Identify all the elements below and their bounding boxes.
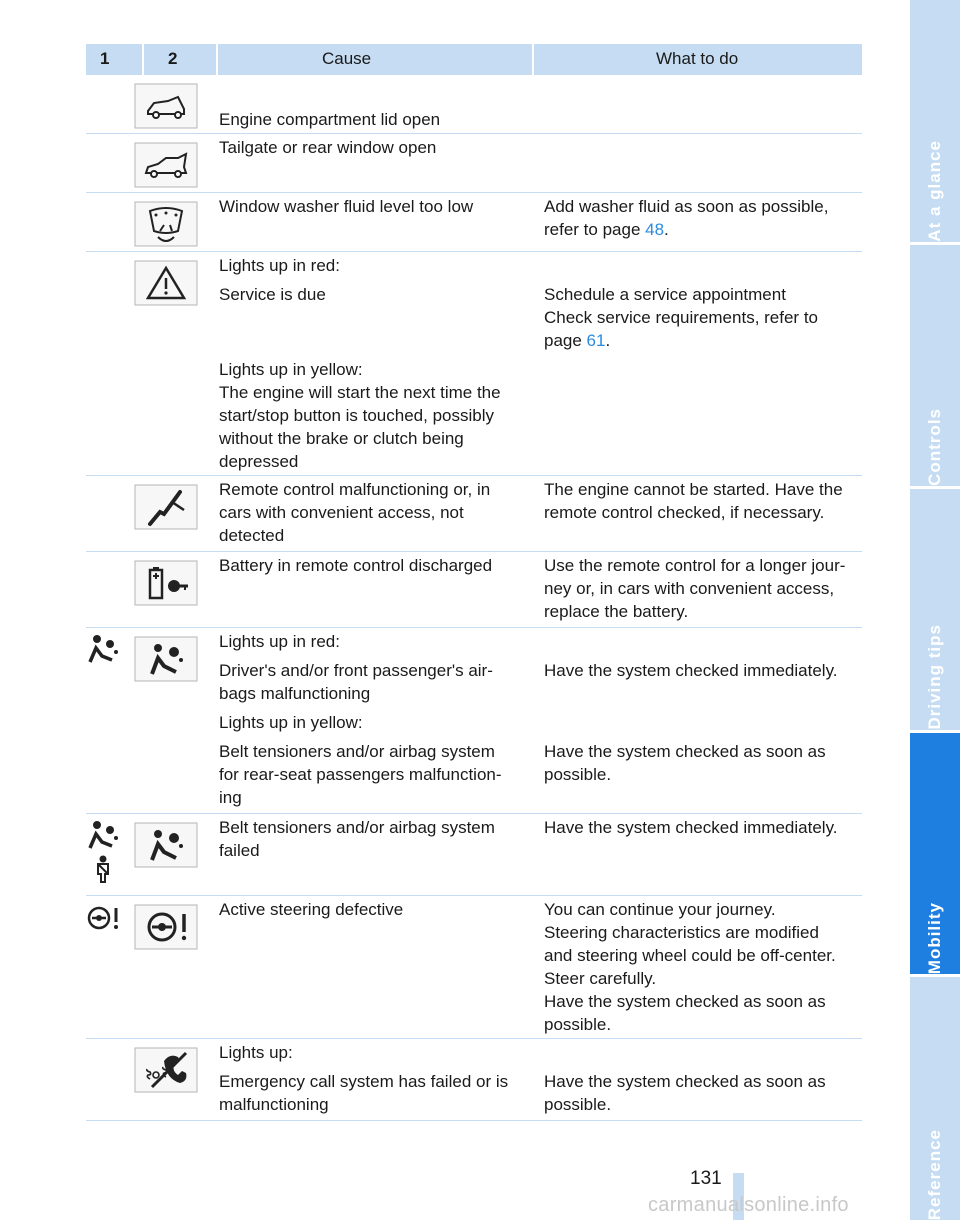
- cause-text: Belt tensioners and/or airbag system: [219, 742, 495, 761]
- what-text: Have the system checked as soon as: [544, 1072, 826, 1091]
- table-row: [86, 1039, 862, 1121]
- table-header: [86, 44, 862, 75]
- table-row: [86, 814, 862, 896]
- cause-text: The engine will start the next time the: [219, 383, 501, 402]
- cause-text: Remote control malfunctioning or, in: [219, 480, 491, 499]
- what-text: You can continue your journey.: [544, 900, 776, 919]
- table-row: [86, 552, 862, 628]
- tailgate-open-icon: [134, 142, 198, 188]
- header-divider: [142, 44, 144, 75]
- page-link[interactable]: 48: [645, 220, 665, 239]
- cause-text: Emergency call system has failed or is: [219, 1072, 509, 1091]
- what-text: refer to page 48.: [544, 220, 669, 239]
- cause-text: Service is due: [219, 285, 326, 304]
- cause-text: Lights up in red:: [219, 256, 340, 275]
- table-row: [86, 193, 862, 252]
- cause-text: start/stop button is touched, possibly: [219, 406, 494, 425]
- what-text: Schedule a service appointment: [544, 285, 786, 304]
- remote-battery-icon: [134, 560, 198, 606]
- cause-text: for rear-seat passengers malfunction-: [219, 765, 502, 784]
- airbag-indicator-icon: [134, 822, 198, 868]
- what-text: possible.: [544, 765, 612, 784]
- tab-at-a-glance[interactable]: At a glance: [910, 0, 960, 245]
- cause-text: bags malfunctioning: [219, 684, 371, 703]
- header-col-1: 1: [100, 49, 110, 68]
- cause-text: without the brake or clutch being: [219, 429, 464, 448]
- cause-text: Engine compartment lid open: [219, 110, 441, 129]
- cause-text: depressed: [219, 452, 299, 471]
- cause-text: malfunctioning: [219, 1095, 329, 1114]
- table-row: [86, 75, 862, 134]
- cause-text: Lights up:: [219, 1043, 293, 1062]
- cause-text: Tailgate or rear window open: [219, 138, 437, 157]
- header-cause: Cause: [322, 49, 372, 68]
- cause-text: Lights up in yellow:: [219, 360, 363, 379]
- seatbelt-icon: [88, 854, 118, 884]
- what-text: Add washer fluid as soon as possible,: [544, 197, 829, 216]
- table-row: [86, 476, 862, 552]
- what-text: and steering wheel could be off-center.: [544, 946, 836, 965]
- tab-reference[interactable]: Reference: [925, 1128, 944, 1220]
- what-text: Have the system checked as soon as: [544, 742, 826, 761]
- cause-text: ing: [219, 788, 242, 807]
- cause-text: Belt tensioners and/or airbag system: [219, 818, 495, 837]
- what-text: Have the system checked as soon as: [544, 992, 826, 1011]
- cause-text: cars with convenient access, not: [219, 503, 464, 522]
- header-col-2: 2: [168, 49, 178, 68]
- what-text: possible.: [544, 1015, 612, 1034]
- cause-text: Driver's and/or front passenger's air-: [219, 661, 493, 680]
- table-row: [86, 628, 862, 814]
- page-number: 131: [690, 1168, 722, 1189]
- what-text: Check service requirements, refer to: [544, 308, 818, 327]
- table-row: [86, 252, 862, 476]
- what-text: replace the battery.: [544, 602, 689, 621]
- airbag-icon: [86, 632, 122, 668]
- cause-text: detected: [219, 526, 285, 545]
- warning-triangle-icon: [134, 260, 198, 306]
- what-text: possible.: [544, 1095, 612, 1114]
- what-text: Have the system checked immediately.: [544, 818, 838, 837]
- remote-control-malfunction-icon: [134, 484, 198, 530]
- hood-open-icon: [134, 83, 198, 129]
- emergency-call-failed-icon: [134, 1047, 198, 1093]
- header-divider: [216, 44, 218, 75]
- washer-fluid-icon: [134, 201, 198, 247]
- cause-text: Lights up in yellow:: [219, 713, 363, 732]
- cause-text: Active steering defective: [219, 900, 404, 919]
- tab-driving-tips[interactable]: Driving tips: [910, 489, 960, 733]
- what-text: page 61.: [544, 331, 611, 350]
- header-what-to-do: What to do: [656, 49, 739, 68]
- what-text: Steering characteristics are modified: [544, 923, 819, 942]
- cause-text: Window washer fluid level too low: [219, 197, 474, 216]
- cause-text: Lights up in red:: [219, 632, 340, 651]
- tab-controls[interactable]: Controls: [910, 245, 960, 489]
- what-text: The engine cannot be started. Have the: [544, 480, 843, 499]
- header-divider: [532, 44, 534, 75]
- airbag-icon: [86, 818, 122, 854]
- watermark: carmanualsonline.info: [648, 1194, 849, 1216]
- table-row: [86, 896, 862, 1039]
- what-text: Use the remote control for a longer jour-: [544, 556, 846, 575]
- what-text: remote control checked, if necessary.: [544, 503, 825, 522]
- what-text: ney or, in cars with convenient access,: [544, 579, 835, 598]
- page-link[interactable]: 61: [586, 331, 606, 350]
- chapter-sidebar: [910, 0, 960, 1220]
- table-row: [86, 134, 862, 193]
- airbag-indicator-icon: [134, 636, 198, 682]
- steering-indicator-icon: [134, 904, 198, 950]
- cause-text: failed: [219, 841, 260, 860]
- what-text: Have the system checked immediately.: [544, 661, 838, 680]
- what-text: Steer carefully.: [544, 969, 657, 988]
- warning-table: [86, 44, 862, 1121]
- steering-warning-icon: [86, 900, 122, 936]
- tab-mobility[interactable]: Mobility: [910, 733, 960, 977]
- cause-text: Battery in remote control discharged: [219, 556, 493, 575]
